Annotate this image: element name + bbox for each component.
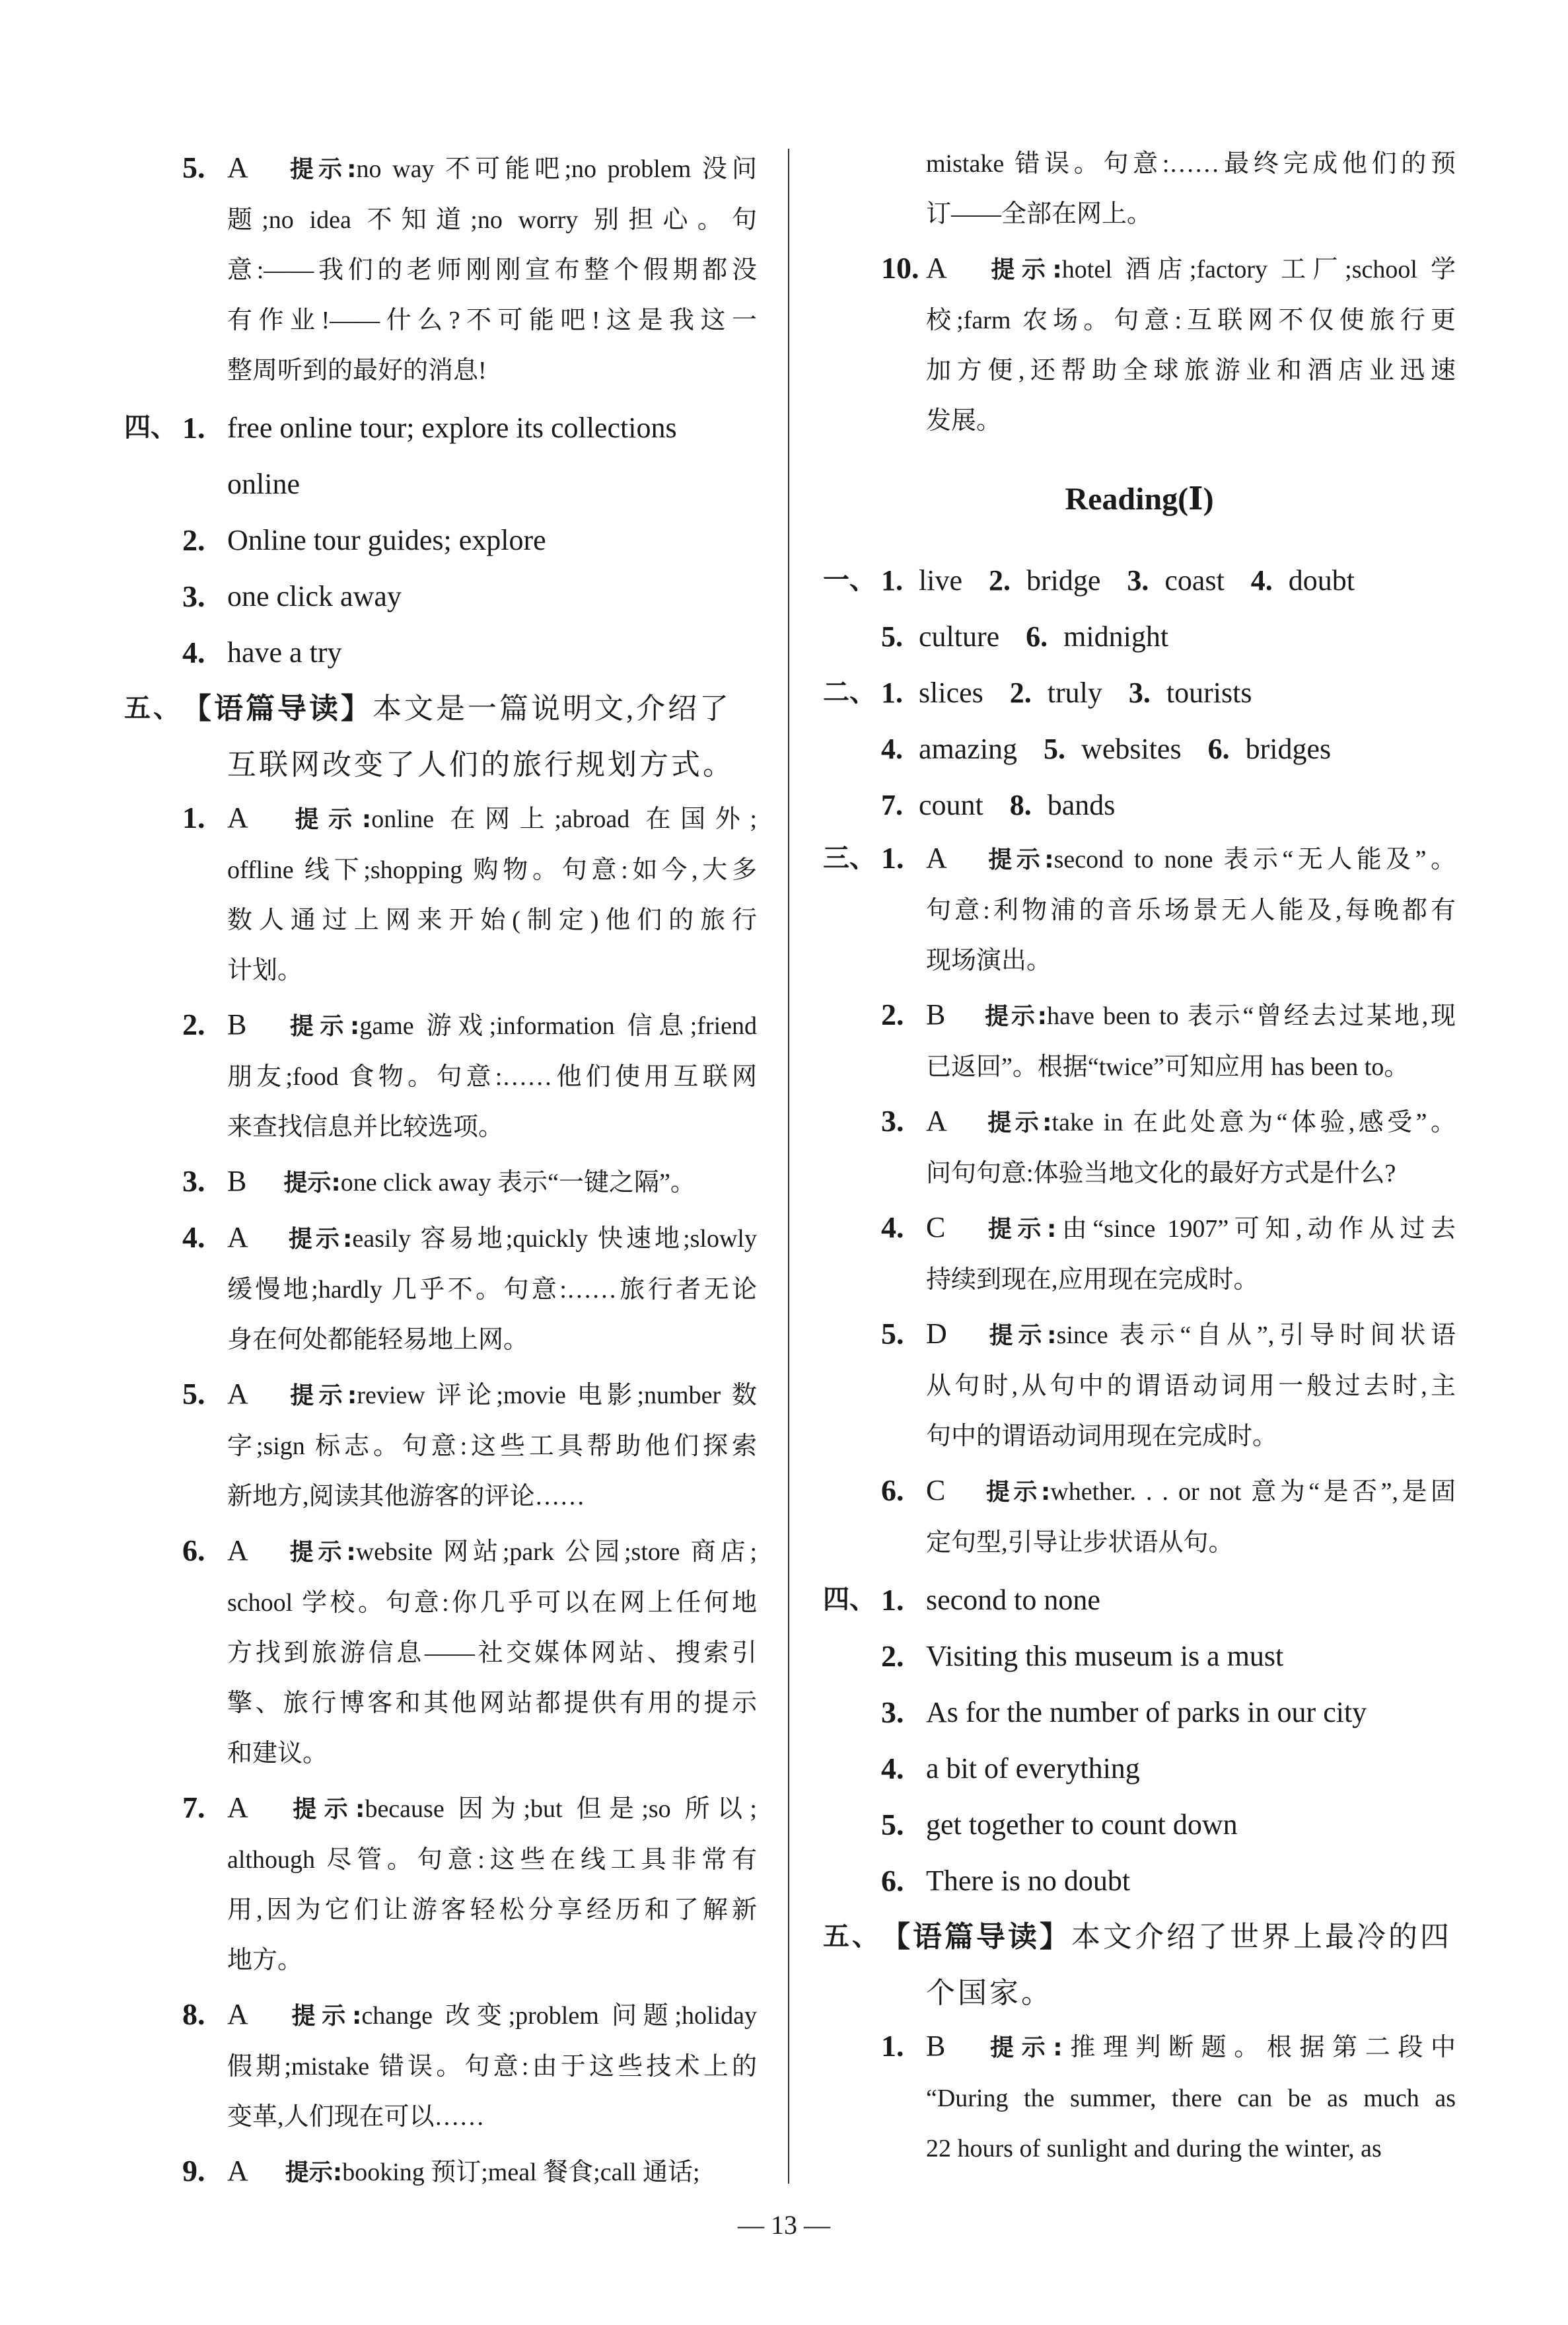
answer-text: truly bbox=[1047, 677, 1102, 709]
line-text: Visiting this museum is a must bbox=[926, 1640, 1284, 1672]
text-line bbox=[926, 1572, 1456, 1628]
answer-text: slices bbox=[919, 677, 983, 709]
answer-pair bbox=[1010, 777, 1116, 833]
answer-pair bbox=[881, 721, 1017, 777]
answer-item-with-hint bbox=[823, 139, 1456, 239]
hint-label: 提示: bbox=[285, 1226, 353, 1253]
answer-line bbox=[881, 665, 1456, 721]
question-number: 4. bbox=[881, 1210, 904, 1244]
hint-label: 提示: bbox=[285, 1539, 356, 1566]
answer-item-with-hint bbox=[124, 2146, 757, 2198]
question-number: 6. bbox=[182, 1533, 205, 1567]
text-line bbox=[926, 1965, 1456, 2021]
answer-pair bbox=[1026, 609, 1168, 665]
guide-label: 【语篇导读】 bbox=[182, 692, 373, 725]
text-line bbox=[926, 936, 1456, 986]
line-text: 22 hours of sunlight and during the winter, as bbox=[926, 2135, 1382, 2162]
text-line bbox=[227, 624, 757, 681]
text-line bbox=[227, 1052, 757, 1102]
answer-letter: A bbox=[227, 1791, 248, 1824]
line-text: 推理判断题。根据第二段中 bbox=[1062, 2034, 1456, 2061]
question-number: 4. bbox=[182, 1220, 205, 1254]
question-number: 3. bbox=[881, 1104, 904, 1138]
text-line bbox=[926, 1684, 1456, 1740]
answer-letter: D bbox=[926, 1317, 947, 1350]
answer-line bbox=[881, 777, 1456, 833]
question-number: 4. bbox=[881, 1752, 904, 1785]
answer-letter: B bbox=[227, 1008, 247, 1041]
line-text: have a try bbox=[227, 636, 342, 669]
question-number: 3. bbox=[1128, 677, 1151, 709]
text-line bbox=[227, 346, 757, 396]
text-line bbox=[227, 845, 757, 895]
line-text: 加方便,还帮助全球旅游业和酒店业迅速 bbox=[926, 357, 1456, 385]
text-line bbox=[926, 2123, 1456, 2174]
line-text: 整周听到的最好的消息! bbox=[227, 357, 487, 385]
text-line bbox=[227, 2042, 757, 2092]
line-text: offline 线下;shopping 购物。句意:如今,大多 bbox=[227, 856, 757, 884]
line-text: one click away 表示“一键之隔”。 bbox=[340, 1169, 695, 1197]
hint-label: 提示: bbox=[982, 1479, 1051, 1506]
answer-letter: A bbox=[926, 842, 947, 874]
text-line bbox=[926, 1465, 1456, 1518]
line-text: 计划。 bbox=[227, 957, 303, 984]
answer-row-group bbox=[823, 552, 1456, 665]
answer-letter: A bbox=[227, 2155, 248, 2187]
line-text: hotel 酒店;factory 工厂;school 学 bbox=[1061, 256, 1456, 283]
answer-item-with-hint bbox=[823, 1465, 1456, 1568]
line-text: online bbox=[227, 468, 300, 500]
line-text: 方找到旅游信息——社交媒体网站、搜索引 bbox=[227, 1639, 757, 1667]
section-label: 四、 bbox=[823, 1584, 876, 1615]
text-line bbox=[227, 1835, 757, 1885]
line-text: free online tour; explore its collections bbox=[227, 412, 677, 444]
text-line bbox=[926, 2073, 1456, 2123]
text-line bbox=[227, 1989, 757, 2042]
text-line bbox=[227, 245, 757, 295]
answer-letter: A bbox=[227, 151, 248, 184]
answer-text: tourists bbox=[1166, 677, 1252, 709]
question-number: 3. bbox=[1127, 564, 1149, 597]
answer-text: culture bbox=[919, 620, 1000, 653]
section-label: 二、 bbox=[823, 677, 876, 708]
answer-pair bbox=[1127, 552, 1224, 609]
line-text: 意:——我们的老师刚刚宣布整个假期都没 bbox=[227, 256, 757, 284]
line-text: online 在网上;abroad 在国外; bbox=[371, 805, 758, 833]
line-text: 有作业!——什么?不可能吧!这是我这一 bbox=[227, 307, 757, 334]
question-number: 5. bbox=[881, 1317, 904, 1350]
reading-guide bbox=[124, 681, 757, 793]
question-number: 9. bbox=[182, 2154, 205, 2188]
line-text: As for the number of parks in our city bbox=[926, 1696, 1367, 1728]
text-line bbox=[227, 1212, 757, 1265]
answer-letter: B bbox=[926, 998, 946, 1031]
answer-line bbox=[881, 552, 1456, 609]
text-line bbox=[227, 1421, 757, 1471]
text-line bbox=[926, 243, 1456, 295]
text-line bbox=[227, 945, 757, 996]
answer-item bbox=[124, 568, 757, 624]
question-number: 5. bbox=[182, 1377, 205, 1411]
line-text: 假期;mistake 错误。句意:由于这些技术上的 bbox=[227, 2053, 757, 2081]
text-line bbox=[926, 346, 1456, 396]
line-text: 来查找信息并比较选项。 bbox=[227, 1113, 504, 1141]
question-number: 1. bbox=[881, 2029, 904, 2063]
line-text: 现场演出。 bbox=[926, 947, 1052, 975]
answer-item bbox=[823, 1796, 1456, 1853]
question-number: 5. bbox=[881, 1808, 904, 1841]
answer-item-with-hint bbox=[124, 1156, 757, 1208]
line-text: There is no doubt bbox=[926, 1864, 1131, 1897]
text-line bbox=[227, 195, 757, 245]
answer-letter: A bbox=[227, 1534, 248, 1567]
section-label: 三、 bbox=[823, 843, 876, 873]
hint-label: 提示: bbox=[285, 2159, 343, 2186]
answer-pair bbox=[1010, 665, 1102, 721]
answer-item-with-hint bbox=[823, 833, 1456, 986]
hint-label: 提示: bbox=[283, 1169, 341, 1197]
answer-item bbox=[823, 1740, 1456, 1796]
line-text: 字;sign 标志。句意:这些工具帮助他们探索 bbox=[227, 1432, 757, 1460]
line-text: 本文介绍了世界上最冷的四 bbox=[1071, 1921, 1452, 1953]
answer-item bbox=[823, 1572, 1456, 1628]
answer-pair bbox=[881, 552, 962, 609]
answer-letter: A bbox=[227, 1998, 248, 2030]
text-line bbox=[227, 2146, 757, 2198]
question-number: 1. bbox=[881, 841, 904, 875]
text-line bbox=[227, 1369, 757, 1421]
line-text: because 因为;but 但是;so 所以; bbox=[365, 1795, 757, 1823]
answer-item-with-hint bbox=[823, 2021, 1456, 2174]
answer-row-group bbox=[823, 665, 1456, 833]
text-line bbox=[926, 990, 1456, 1042]
hint-label: 提示: bbox=[982, 1003, 1048, 1030]
question-number: 1. bbox=[881, 564, 903, 597]
hint-label: 提示: bbox=[283, 1013, 360, 1040]
answer-letter: A bbox=[227, 1221, 248, 1253]
line-text: 题;no idea 不知道;no worry 别担心。句 bbox=[227, 206, 757, 234]
text-line bbox=[926, 396, 1456, 446]
line-text: school 学校。句意:你几乎可以在网上任何地 bbox=[227, 1589, 757, 1617]
text-line bbox=[227, 1885, 757, 1935]
answer-pair bbox=[881, 777, 983, 833]
line-text: game 游戏;information 信息;friend bbox=[359, 1012, 757, 1040]
answer-item-with-hint bbox=[124, 1000, 757, 1152]
line-text: 已返回”。根据“twice”可知应用 has been to。 bbox=[926, 1053, 1409, 1081]
answer-item bbox=[823, 1684, 1456, 1740]
line-text: 持续到现在,应用现在完成时。 bbox=[926, 1266, 1259, 1294]
text-line bbox=[227, 1000, 757, 1052]
question-number: 7. bbox=[881, 789, 903, 821]
answer-pair bbox=[881, 665, 983, 721]
line-text: second to none bbox=[926, 1584, 1100, 1616]
question-number: 2. bbox=[182, 523, 205, 557]
line-text: although 尽管。句意:这些在线工具非常有 bbox=[227, 1846, 757, 1874]
hint-label: 提示: bbox=[285, 806, 372, 833]
question-number: 2. bbox=[1009, 677, 1032, 709]
text-line bbox=[227, 1728, 757, 1779]
answer-letter: A bbox=[227, 1378, 248, 1410]
line-text: 新地方,阅读其他游客的评论…… bbox=[227, 1483, 585, 1510]
answer-item bbox=[124, 400, 757, 512]
text-line bbox=[926, 295, 1456, 346]
answer-item-with-hint bbox=[823, 243, 1456, 446]
question-number: 7. bbox=[182, 1790, 205, 1824]
line-text: have been to 表示“曾经去过某地,现 bbox=[1047, 1002, 1456, 1030]
question-number: 6. bbox=[881, 1473, 904, 1507]
text-line bbox=[926, 1042, 1456, 1092]
answer-letter: A bbox=[926, 252, 947, 284]
line-text: 问句句意:体验当地文化的最好方式是什么? bbox=[926, 1160, 1396, 1187]
text-line bbox=[227, 1678, 757, 1728]
text-line bbox=[227, 1783, 757, 1835]
section-label: 五、 bbox=[823, 1921, 881, 1952]
hint-label: 提示: bbox=[983, 1322, 1057, 1349]
line-text: second to none 表示“无人能及”。 bbox=[1053, 846, 1456, 873]
line-text: 订——全部在网上。 bbox=[926, 200, 1153, 228]
answer-item bbox=[124, 624, 757, 681]
answer-text: count bbox=[919, 789, 983, 821]
answer-pair bbox=[881, 609, 999, 665]
answer-text: coast bbox=[1164, 564, 1225, 597]
answer-text: bands bbox=[1047, 789, 1116, 821]
answer-pair bbox=[1251, 552, 1355, 609]
text-line bbox=[926, 1148, 1456, 1199]
text-line bbox=[227, 737, 757, 793]
line-text: change 改变;problem 问题;holiday bbox=[361, 2002, 757, 2030]
question-number: 2. bbox=[182, 1008, 205, 1041]
text-line bbox=[881, 1909, 1456, 1965]
line-text: whether. . . or not 意为“是否”,是固 bbox=[1050, 1478, 1456, 1506]
question-number: 5. bbox=[182, 151, 205, 184]
hint-label: 提示: bbox=[983, 256, 1062, 283]
line-text: no way 不可能吧;no problem 没问 bbox=[356, 155, 757, 183]
question-number: 4. bbox=[182, 636, 205, 669]
answer-letter: A bbox=[926, 1105, 947, 1137]
line-text: 定句型,引导让步状语从句。 bbox=[926, 1529, 1234, 1557]
reading-guide bbox=[823, 1909, 1456, 2021]
line-text: 句意:利物浦的音乐场景无人能及,每晚都有 bbox=[926, 897, 1456, 924]
answer-letter: B bbox=[926, 2030, 946, 2062]
line-text: website 网站;park 公园;store 商店; bbox=[355, 1538, 758, 1566]
text-line bbox=[926, 1411, 1456, 1461]
hint-label: 提示: bbox=[285, 156, 357, 183]
text-line bbox=[227, 295, 757, 346]
question-number: 3. bbox=[881, 1695, 904, 1729]
text-line bbox=[926, 1796, 1456, 1853]
question-number: 2. bbox=[881, 1639, 904, 1673]
answer-text: midnight bbox=[1063, 620, 1169, 653]
hint-label: 提示: bbox=[983, 846, 1054, 873]
guide-label: 【语篇导读】 bbox=[881, 1920, 1071, 1954]
line-text: 和建议。 bbox=[227, 1740, 328, 1767]
answer-text: bridges bbox=[1245, 733, 1332, 765]
hint-label: 提示: bbox=[285, 1796, 365, 1823]
text-line bbox=[227, 895, 757, 945]
question-number: 10. bbox=[881, 251, 919, 285]
question-number: 5. bbox=[1044, 733, 1066, 765]
answer-item-with-hint bbox=[823, 1309, 1456, 1461]
line-text: 互联网改变了人们的旅行规划方式。 bbox=[227, 749, 734, 781]
right-column bbox=[823, 139, 1456, 2178]
question-number: 3. bbox=[182, 1164, 205, 1198]
line-text: 朋友;food 食物。句意:……他们使用互联网 bbox=[227, 1063, 757, 1091]
question-number: 4. bbox=[881, 733, 903, 765]
hint-label: 提示: bbox=[285, 1382, 357, 1409]
text-line bbox=[227, 456, 757, 512]
question-number: 2. bbox=[881, 998, 904, 1031]
answer-item bbox=[823, 1853, 1456, 1909]
left-column bbox=[124, 143, 757, 2202]
hint-label: 提示: bbox=[982, 2034, 1063, 2061]
line-text: take in 在此处意为“体验,感受”。 bbox=[1051, 1109, 1456, 1136]
text-line bbox=[926, 2021, 1456, 2073]
question-number: 5. bbox=[881, 620, 903, 653]
line-text: 校;farm 农场。句意:互联网不仅使旅行更 bbox=[926, 307, 1456, 334]
section-label: 一、 bbox=[823, 565, 876, 595]
text-line bbox=[926, 1853, 1456, 1909]
text-line bbox=[926, 1518, 1456, 1568]
answer-letter: C bbox=[926, 1474, 946, 1506]
line-text: “During the summer, there can be as much as bbox=[926, 2085, 1456, 2112]
line-text: easily 容易地;quickly 快速地;slowly bbox=[352, 1225, 757, 1253]
hint-label: 提示: bbox=[983, 1109, 1052, 1136]
text-line bbox=[227, 1156, 757, 1208]
answer-item-with-hint bbox=[124, 143, 757, 396]
line-text: 变革,人们现在可以…… bbox=[227, 2103, 485, 2131]
text-line bbox=[227, 568, 757, 624]
text-line bbox=[926, 885, 1456, 936]
answer-text: amazing bbox=[919, 733, 1018, 765]
question-number: 6. bbox=[881, 1864, 904, 1898]
section-title: Reading(Ⅰ) bbox=[1065, 482, 1214, 517]
text-line bbox=[227, 1526, 757, 1578]
question-number: 3. bbox=[182, 579, 205, 613]
answer-item-with-hint bbox=[823, 990, 1456, 1092]
answer-line bbox=[881, 721, 1456, 777]
line-text: 缓慢地;hardly 几乎不。句意:……旅行者无论 bbox=[227, 1276, 757, 1304]
line-text: 本文是一篇说明文,介绍了 bbox=[373, 692, 731, 725]
section-label: 五、 bbox=[124, 693, 182, 723]
question-number: 8. bbox=[182, 1997, 205, 2031]
answer-item-with-hint bbox=[124, 1369, 757, 1522]
text-line bbox=[926, 833, 1456, 885]
answer-item bbox=[823, 1628, 1456, 1684]
line-text: review 评论;movie 电影;number 数 bbox=[357, 1382, 757, 1409]
text-line bbox=[926, 1202, 1456, 1255]
answer-pair bbox=[1129, 665, 1252, 721]
answer-item-with-hint bbox=[124, 793, 757, 996]
page-number: — 13 — bbox=[738, 2210, 830, 2240]
hint-label: 提示: bbox=[982, 1216, 1057, 1243]
answer-pair bbox=[1208, 721, 1332, 777]
line-text: 数人通过上网来开始(制定)他们的旅行 bbox=[227, 906, 757, 934]
question-number: 2. bbox=[988, 564, 1011, 597]
answer-item bbox=[124, 512, 757, 568]
text-line bbox=[926, 1740, 1456, 1796]
line-text: 身在何处都能轻易地上网。 bbox=[227, 1326, 529, 1354]
text-line bbox=[227, 400, 757, 456]
text-line bbox=[227, 1628, 757, 1678]
text-line bbox=[182, 681, 757, 737]
answer-item-with-hint bbox=[823, 1096, 1456, 1199]
question-number: 8. bbox=[1009, 789, 1032, 821]
answer-text: doubt bbox=[1288, 564, 1355, 597]
text-line bbox=[227, 1578, 757, 1628]
text-line bbox=[227, 1471, 757, 1522]
answer-item-with-hint bbox=[124, 1783, 757, 1985]
line-text: booking 预订;meal 餐食;call 通话; bbox=[342, 2159, 700, 2186]
line-text: 由“since 1907”可知,动作从过去 bbox=[1056, 1215, 1456, 1243]
text-line bbox=[227, 512, 757, 568]
answer-text: live bbox=[919, 564, 962, 597]
line-text: 从句时,从句中的谓语动词用一般过去时,主 bbox=[926, 1372, 1456, 1400]
line-text: get together to count down bbox=[926, 1808, 1238, 1841]
answer-item-with-hint bbox=[124, 1989, 757, 2142]
answer-item-with-hint bbox=[124, 1212, 757, 1365]
line-text: since 表示“自从”,引导时间状语 bbox=[1056, 1321, 1456, 1349]
question-number: 1. bbox=[182, 801, 205, 834]
question-number: 4. bbox=[1250, 564, 1273, 597]
text-line bbox=[926, 1361, 1456, 1411]
question-number: 6. bbox=[1207, 733, 1230, 765]
line-text: 发展。 bbox=[926, 407, 1002, 435]
line-text: one click away bbox=[227, 580, 402, 612]
question-number: 1. bbox=[881, 677, 903, 709]
answer-text: bridge bbox=[1026, 564, 1101, 597]
line-text: 个国家。 bbox=[926, 1977, 1053, 2009]
text-line bbox=[227, 1315, 757, 1365]
answer-text: websites bbox=[1081, 733, 1182, 765]
answer-item-with-hint bbox=[124, 1526, 757, 1779]
line-text: 句中的谓语动词用现在完成时。 bbox=[926, 1422, 1278, 1450]
hint-label: 提示: bbox=[285, 2003, 362, 2030]
line-text: 擎、旅行博客和其他网站都提供有用的提示 bbox=[227, 1689, 757, 1717]
line-text: a bit of everything bbox=[926, 1752, 1140, 1785]
answer-line bbox=[881, 609, 1456, 665]
text-line bbox=[227, 143, 757, 195]
answer-pair bbox=[1044, 721, 1182, 777]
answer-letter: C bbox=[926, 1211, 946, 1243]
text-line bbox=[926, 1309, 1456, 1361]
answer-letter: B bbox=[227, 1165, 247, 1197]
question-number: 1. bbox=[881, 1583, 904, 1617]
text-line bbox=[227, 1102, 757, 1152]
line-text: mistake 错误。句意:……最终完成他们的预 bbox=[926, 150, 1456, 178]
text-line bbox=[926, 139, 1456, 189]
line-text: 用,因为它们让游客轻松分享经历和了解新 bbox=[227, 1896, 757, 1924]
answer-letter: A bbox=[227, 801, 248, 834]
line-text: 地方。 bbox=[227, 1946, 303, 1974]
question-number: 1. bbox=[182, 411, 205, 445]
answer-pair bbox=[989, 552, 1100, 609]
text-line bbox=[926, 189, 1456, 239]
line-text: Online tour guides; explore bbox=[227, 524, 546, 556]
column-divider bbox=[788, 149, 789, 2184]
answer-item-with-hint bbox=[823, 1202, 1456, 1305]
text-line bbox=[227, 793, 757, 845]
text-line bbox=[926, 1255, 1456, 1305]
text-line bbox=[926, 1096, 1456, 1148]
text-line bbox=[227, 1935, 757, 1985]
text-line bbox=[227, 2092, 757, 2142]
text-line bbox=[227, 1265, 757, 1315]
text-line bbox=[926, 1628, 1456, 1684]
section-label: 四、 bbox=[124, 412, 177, 443]
question-number: 6. bbox=[1026, 620, 1048, 653]
